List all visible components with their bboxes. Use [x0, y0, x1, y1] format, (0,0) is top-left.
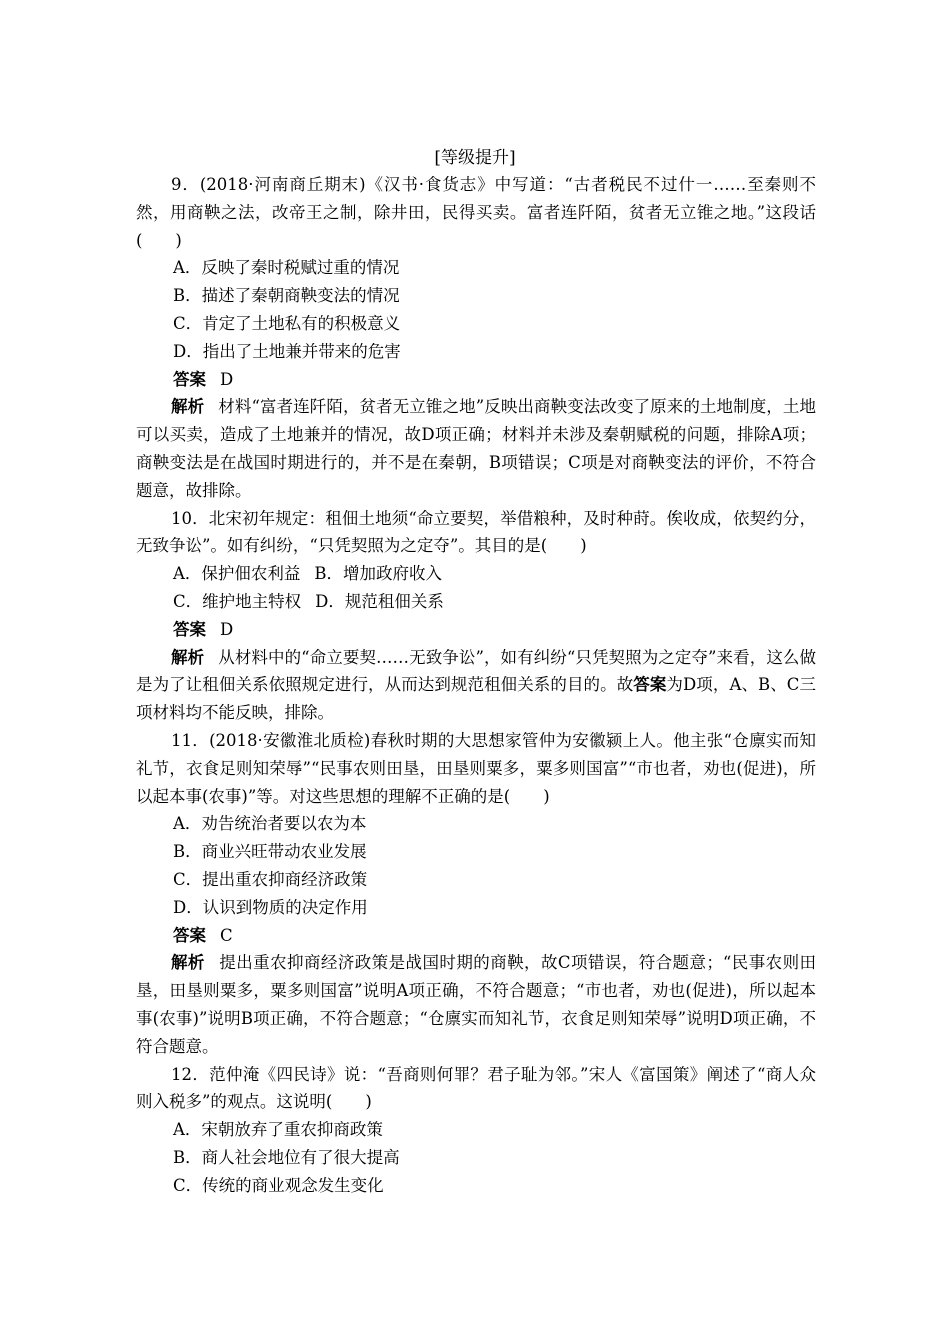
- answer-value: D: [220, 619, 234, 639]
- answer-value: D: [220, 369, 234, 389]
- analysis-inline-answer: 答案: [633, 675, 667, 695]
- question-list: [136, 171, 816, 1199]
- answer-label: 答案: [173, 925, 206, 945]
- question-10-answer: [136, 616, 816, 644]
- analysis-text-part-2: 为D项，A、B、C三项材料均不能反映，排除。: [136, 675, 816, 723]
- question-11-option-b: B．商业兴旺带动农业发展: [173, 842, 367, 862]
- question-10-options-ab: [136, 560, 816, 588]
- question-9-analysis: [136, 393, 816, 504]
- question-12-option-a: A．宋朝放弃了重农抑商政策: [173, 1120, 383, 1140]
- question-12-option-c: C．传统的商业观念发生变化: [173, 1175, 384, 1195]
- question-11-option-c: C．提出重农抑商经济政策: [173, 869, 368, 889]
- question-9-option-c: C．肯定了土地私有的积极意义: [173, 313, 401, 333]
- question-10-analysis: [136, 644, 816, 727]
- question-10-options-cd: [136, 588, 816, 616]
- analysis-label: 解析: [171, 953, 205, 973]
- question-10-option-b: B．增加政府收入: [314, 564, 443, 584]
- analysis-label: 解析: [171, 397, 205, 417]
- question-11-option-d: D．认识到物质的决定作用: [173, 897, 368, 917]
- question-10-option-d: D．规范租佃关系: [315, 591, 444, 611]
- question-12-stem: 12．范仲淹《四民诗》说：“吾商则何罪？君子耻为邻。”宋人《富国策》阐述了“商人众则入税多”的观点。这说明( ): [136, 1064, 816, 1112]
- question-11-option-a: A．劝告统治者要以农为本: [173, 814, 367, 834]
- question-11-stem: 11．(2018·安徽淮北质检)春秋时期的大思想家管仲为安徽颍上人。他主张“仓廪实而知礼节，衣食足则知荣辱”“民事农则田垦，田垦则粟多，粟多则国富”“市也者，劝也(促进)，所以起本事(农事)”等。对这些思想的理解不正确的是( ): [136, 730, 816, 806]
- answer-value: C: [220, 925, 233, 945]
- question-9-option-b: B．描述了秦朝商鞅变法的情况: [173, 286, 400, 306]
- question-10-stem: 10．北宋初年规定：租佃土地须“命立要契，举借粮种，及时种莳。俟收成，依契约分，无致争讼”。如有纠纷，“只凭契照为之定夺”。其目的是( ): [136, 508, 816, 556]
- question-12-option-b: B．商人社会地位有了很大提高: [173, 1147, 400, 1167]
- section-title: [等级提升]: [434, 148, 516, 168]
- question-9-answer: [136, 366, 816, 394]
- question-9-option-d: D．指出了土地兼并带来的危害: [173, 341, 401, 361]
- question-10-option-c: C．维护地主特权: [173, 591, 302, 611]
- question-11-analysis: [136, 949, 816, 1060]
- answer-label: 答案: [173, 619, 206, 639]
- analysis-text: 提出重农抑商经济政策是战国时期的商鞅，故C项错误，符合题意；“民事农则田垦，田垦则粟多，粟多则国富”说明A项正确，不符合题意；“市也者，劝也(促进)，所以起本事(农事)”说明B项正确，不符合题意；“仓廪实而知礼节，衣食足则知荣辱”说明D项正确，不符合题意。: [136, 953, 817, 1056]
- analysis-text-part-1: 从材料中的“命立要契……无致争讼”，如有纠纷“只凭契照为之定夺”来看，这么做是为了让租佃关系依照规定进行，从而达到规范租佃关系的目的。故: [136, 647, 816, 695]
- analysis-text: 材料“富者连阡陌，贫者无立锥之地”反映出商鞅变法改变了原来的土地制度，土地可以买卖，造成了土地兼并的情况，故D项正确；材料并未涉及秦朝赋税的问题，排除A项；商鞅变法是在战国时期进行的，并不是在秦朝，B项错误；C项是对商鞅变法的评价，不符合题意，故排除。: [136, 397, 816, 500]
- answer-label: 答案: [173, 369, 206, 389]
- analysis-label: 解析: [171, 647, 205, 667]
- question-9-stem: 9．(2018·河南商丘期末)《汉书·食货志》中写道：“古者税民不过什一……至秦则不然，用商鞅之法，改帝王之制，除井田，民得买卖。富者连阡陌，贫者无立锥之地。”这段话( ): [136, 175, 816, 250]
- question-11-answer: [136, 922, 816, 950]
- question-9-option-a: A．反映了秦时税赋过重的情况: [173, 258, 400, 278]
- question-10-option-a: A．保护佃农利益: [173, 564, 301, 584]
